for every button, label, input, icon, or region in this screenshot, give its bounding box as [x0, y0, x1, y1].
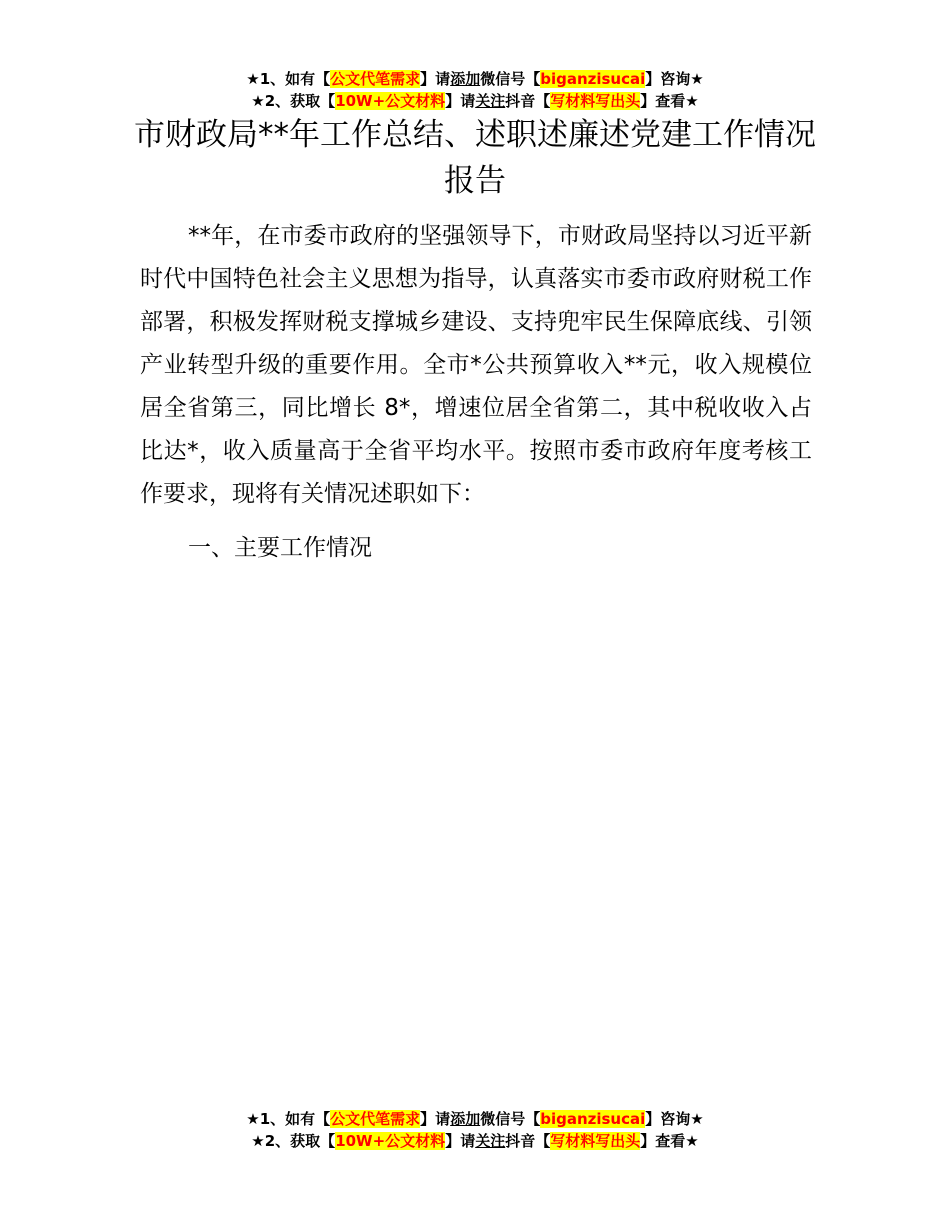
- promo-highlight: 写材料写出头: [550, 92, 641, 110]
- promo-text: 】请: [420, 70, 451, 88]
- promo-underlined: 关注: [475, 1132, 506, 1150]
- promo-highlight: 公文代笔需求: [330, 1110, 421, 1128]
- promo-banner-top: [0, 68, 950, 112]
- promo-highlight: 10W+公文材料: [335, 92, 446, 110]
- promo-highlight: 10W+公文材料: [335, 1132, 446, 1150]
- promo-text: ★2、获取【: [251, 1132, 336, 1150]
- promo-text: 抖音【: [505, 1132, 551, 1150]
- promo-text: 】请: [445, 92, 476, 110]
- promo-banner-bottom: [0, 1108, 950, 1152]
- promo-text: 】查看★: [640, 92, 699, 110]
- promo-text: ★1、如有【: [246, 70, 331, 88]
- promo-text: 】咨询★: [645, 1110, 704, 1128]
- promo-text: 】咨询★: [645, 70, 704, 88]
- promo-highlight: biganzisucai: [540, 70, 646, 88]
- promo-line-2: [0, 1130, 950, 1152]
- promo-highlight: biganzisucai: [540, 1110, 646, 1128]
- promo-underlined: 关注: [475, 92, 506, 110]
- promo-text: 】请: [445, 1132, 476, 1150]
- promo-line-2: [0, 90, 950, 112]
- promo-text: 】查看★: [640, 1132, 699, 1150]
- promo-underlined: 添加: [450, 1110, 481, 1128]
- promo-text: ★2、获取【: [251, 92, 336, 110]
- body-paragraph: **年，在市委市政府的坚强领导下，市财政局坚持以习近平新时代中国特色社会主义思想为指导，认真落实市委市政府财税工作部署，积极发挥财税支撑城乡建设、支持兜牢民生保障底线、引领产业转型升级的重要作用。全市*公共预算收入**元，收入规模位居全省第三，同比增长 8*，增速位居全省第二，其中税收收入占比达*，收入质量高于全省平均水平。按照市委市政府年度考核工作要求，现将有关情况述职如下：: [140, 223, 812, 507]
- promo-text: ★1、如有【: [246, 1110, 331, 1128]
- promo-text: 微信号【: [480, 70, 541, 88]
- promo-text: 抖音【: [505, 92, 551, 110]
- promo-highlight: 写材料写出头: [550, 1132, 641, 1150]
- promo-highlight: 公文代笔需求: [330, 70, 421, 88]
- promo-text: 】请: [420, 1110, 451, 1128]
- promo-text: 微信号【: [480, 1110, 541, 1128]
- section-heading: 一、主要工作情况: [188, 535, 372, 561]
- promo-underlined: 添加: [450, 70, 481, 88]
- document-title: 市财政局**年工作总结、述职述廉述党建工作情况报告: [134, 117, 816, 199]
- promo-line-1: [0, 1108, 950, 1130]
- promo-line-1: [0, 68, 950, 90]
